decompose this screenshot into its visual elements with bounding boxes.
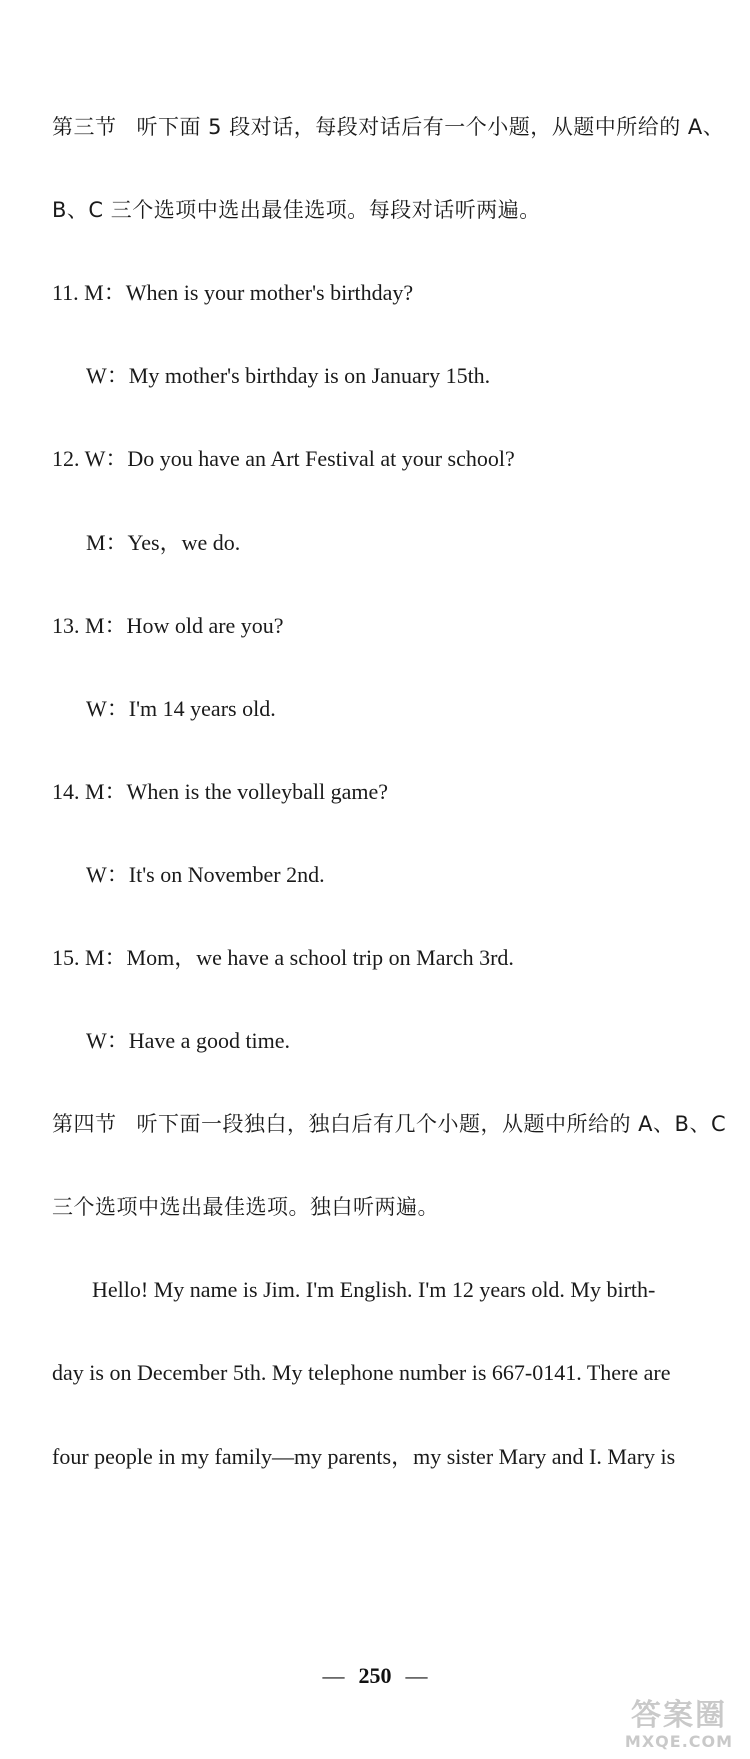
watermark-logo: [614, 1700, 744, 1756]
page-number: — 250 —: [322, 1663, 428, 1688]
monologue-line2: day is on December 5th. My telephone number is 667-0141. There are: [52, 1360, 671, 1385]
dialogue-15-answer: W：Have a good time.: [86, 1028, 291, 1053]
dialogue-11-answer: W：My mother's birthday is on January 15th.: [86, 363, 491, 388]
watermark-bottom-text: MXQE.COM: [624, 1732, 734, 1751]
dialogue-13-question: 13. M：How old are you?: [52, 613, 284, 638]
dialogue-14-question: 14. M：When is the volleyball game?: [52, 779, 389, 804]
dialogue-13-answer: W：I'm 14 years old.: [86, 696, 276, 721]
monologue-line1: Hello! My name is Jim. I'm English. I'm 12 years old. My birth-: [92, 1277, 656, 1302]
section3-heading-line1: [52, 113, 724, 141]
dialogue-14-answer: W：It's on November 2nd.: [86, 862, 325, 887]
section4-heading-line1: [52, 1110, 726, 1138]
section4-heading-line2: 三个选项中选出最佳选项。独白听两遍。: [52, 1195, 439, 1219]
section4-label: 第四节: [52, 1112, 117, 1136]
dialogue-12-answer: M：Yes，we do.: [86, 530, 241, 555]
section3-label: 第三节: [52, 115, 117, 139]
page-number-value: 250: [358, 1663, 392, 1688]
section3-instruction-part1: 听下面 5 段对话，每段对话后有一个小题，从题中所给的 A、: [136, 115, 725, 139]
dialogue-15-question: 15. M：Mom，we have a school trip on March 3rd.: [52, 945, 514, 970]
dialogue-12-question: 12. W：Do you have an Art Festival at your school?: [52, 446, 515, 471]
section3-heading-line2: B、C 三个选项中选出最佳选项。每段对话听两遍。: [52, 198, 541, 222]
watermark-top-text: 答案圈: [631, 1698, 727, 1733]
monologue-line3: four people in my family—my parents，my sister Mary and I. Mary is: [52, 1444, 676, 1469]
dialogue-11-question: 11. M：When is your mother's birthday?: [52, 280, 414, 305]
section4-instruction-part1: 听下面一段独白，独白后有几个小题，从题中所给的 A、B、C: [136, 1112, 727, 1136]
